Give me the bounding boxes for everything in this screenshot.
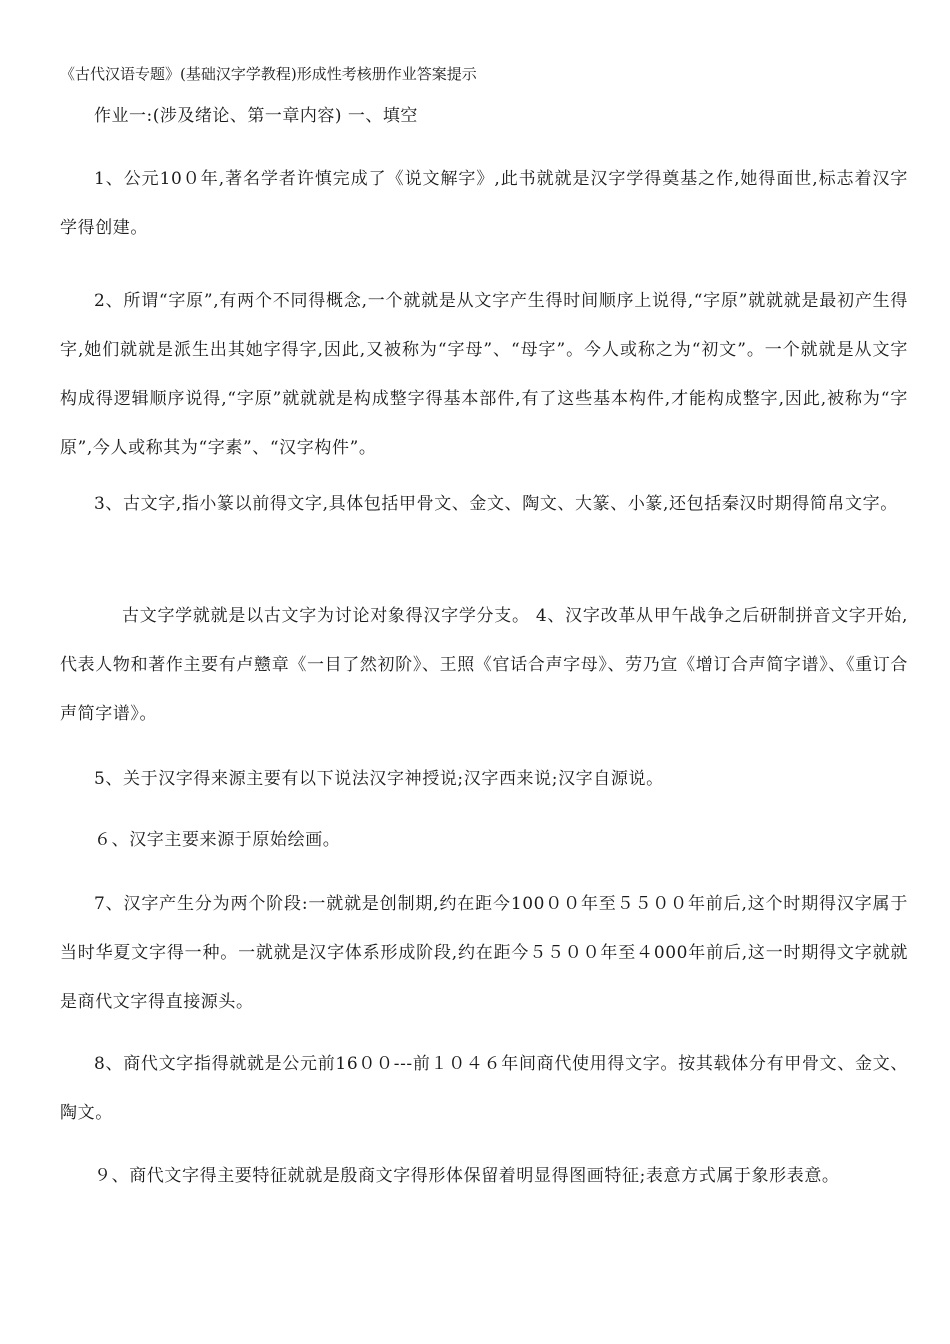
paragraph-5: 5、关于汉字得来源主要有以下说法汉字神授说;汉字西来说;汉字自源说。	[94, 769, 664, 789]
paragraph-9: ９、商代文字得主要特征就就是殷商文字得形体保留着明显得图画特征;表意方式属于象形表意。	[94, 1166, 840, 1186]
paragraph-8: 8、商代文字指得就就是公元前16００---前１０４６年间商代使用得文字。按其载体分有甲骨文、金文、陶文。	[60, 1054, 908, 1123]
paragraph-3: 3、古文字,指小篆以前得文字,具体包括甲骨文、金文、陶文、大篆、小篆,还包括秦汉时期得简帛文字。	[94, 494, 898, 514]
document-title: 《古代汉语专题》(基础汉字学教程)形成性考核册作业答案提示	[60, 65, 477, 83]
paragraph-1: 1、公元10０年,著名学者许慎完成了《说文解字》,此书就就是汉字学得奠基之作,她得面世,标志着汉字学得创建。	[60, 169, 908, 238]
paragraph-2: 2、所谓“字原”,有两个不同得概念,一个就就是从文字产生得时间顺序上说得,“字原”就就就是最初产生得字,她们就就是派生出其她字得字,因此,又被称为“字母”、“母字”。今人或称之为“初文”。一个就就是从文字构成得逻辑顺序说得,“字原”就就就是构成整字得基本部件,有了这些基本构件,才能构成整字,因此,被称为“字原”,今人或称其为“字素”、“汉字构件”。	[60, 291, 908, 458]
section-heading: 作业一:(涉及绪论、第一章内容) 一、填空	[94, 106, 418, 126]
paragraph-4: 古文字学就就是以古文字为讨论对象得汉字学分支。 4、汉字改革从甲午战争之后研制拼音文字开始,代表人物和著作主要有卢戆章《一目了然初阶》、王照《官话合声字母》、劳乃宣《增订合声简字谱》、《重订合声简字谱》。	[60, 606, 908, 724]
paragraph-7: 7、汉字产生分为两个阶段:一就就是创制期,约在距今100００年至５５００年前后,这个时期得汉字属于当时华夏文字得一种。一就就是汉字体系形成阶段,约在距今５５００年至４000年前后,这一时期得文字就就是商代文字得直接源头。	[60, 894, 908, 1012]
paragraph-6: ６、汉字主要来源于原始绘画。	[94, 830, 341, 850]
